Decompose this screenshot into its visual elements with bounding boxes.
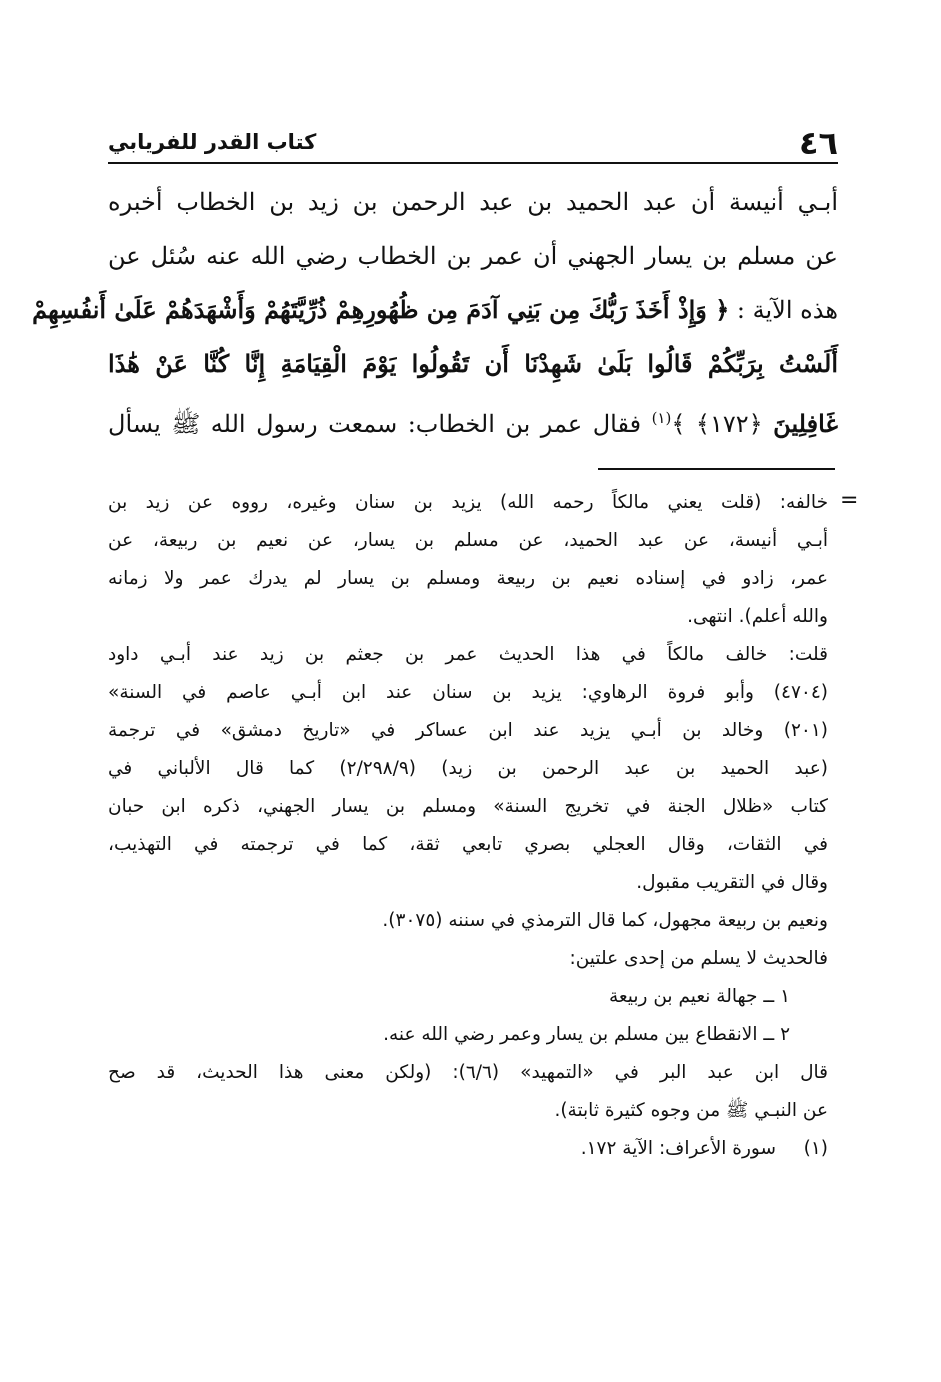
quran-verse-line: أَلَسْتُ بِرَبِّكُمْ قَالُوا بَلَىٰ شَهِدْنَا أَن تَقُولُوا يَوْمَ الْقِيَامَةِ إِنَّا كُنَّا عَنْ هَٰذَا [108,349,838,378]
verse-intro: هذه الآية : [736,296,838,324]
main-line: عن مسلم بن يسار الجهني أن عمر بن الخطاب رضي الله عنه سُئل عن [108,242,838,270]
note-line: والله أعلم). انتهى. [687,606,828,627]
main-line-verse-start [32,283,838,337]
quran-verse: ﴿ وَإِذْ أَخَذَ رَبُّكَ مِن بَنِي آدَمَ مِن ظُهُورِهِمْ ذُرِّيَّتَهُمْ وَأَشْهَدَهُمْ عَلَىٰ أَنفُسِهِمْ [32,295,730,324]
main-line-verse-end [108,391,838,445]
quran-verse-end: غَافِلِينَ [773,409,838,438]
note-line: ونعيم بن ربيعة مجهول، كما قال الترمذي في سننه (٣٠٧٥). [382,910,828,931]
footnotes-section [108,484,828,1168]
note-line: قال ابن عبد البر في «التمهيد» (٦/٦): (ولكن معنى هذا الحديث، قد صح [108,1062,829,1083]
note-line: عن النبـي ﷺ من وجوه كثيرة ثابتة). [554,1100,828,1121]
note-line: (عبد الحميد بن عبد الرحمن بن زيد) (٢/٢٩٨/٩) كما قال الألباني في [108,758,828,779]
main-line: أبـي أنيسة أن عبد الحميد بن عبد الرحمن بن زيد بن الخطاب أخبره [108,188,838,216]
continuation-mark: = [840,488,859,513]
note-line: قلت: خالف مالكاً في هذا الحديث عمر بن جعثم بن زيد عند أبـي داود [108,644,828,665]
note-line: فالحديث لا يسلم من إحدى علتين: [569,948,828,969]
note-line: في الثقات، وقال العجلي بصري تابعي ثقة، كما في ترجمته في التهذيب، [108,834,828,855]
footnote-mark: (١) [803,1138,828,1159]
note-line: أبـي أنيسة، عن عبد الحميد، عن مسلم بن يسار، عن نعيم بن ربيعة، عن [108,530,828,551]
footnote-divider [598,468,835,470]
note-line: وقال في التقريب مقبول. [636,872,828,893]
header-divider [108,162,838,164]
note-line: كتاب «ظلال الجنة في تخريج السنة» ومسلم بن يسار الجهني، ذكره ابن حبان [108,796,828,817]
verse-number-marker: ﴿١٧٢﴾ ﴾ [671,410,763,438]
main-text [32,175,838,445]
page-header [108,118,838,164]
note-line: (٢٠١) وخالد بن أبـي يزيد عند ابن عساكر في «تاريخ دمشق» في ترجمة [108,720,828,741]
book-title: كتاب القدر للفريابي [108,130,317,154]
footnote [108,1130,828,1168]
note-line: خالفه: (قلت يعني مالكاً رحمه الله) يزيد بن سنان وغيره، رووه عن زيد بن [108,492,828,513]
page-number: ٤٦ [798,124,838,162]
footnote-reference: (١) [651,409,672,427]
footnote-text: سورة الأعراف: الآية ١٧٢. [580,1138,776,1159]
note-list-item: ١ ــ جهالة نعيم بن ربيعة [608,986,790,1007]
main-line-rest: فقال عمر بن الخطاب: سمعت رسول الله ﷺ يسأل [108,410,642,438]
note-line: (٤٧٠٤) وأبو فروة الرهاوي: يزيد بن سنان عند ابن أبـي عاصم في السنة» [108,682,828,703]
note-list-item: ٢ ــ الانقطاع بين مسلم بن يسار وعمر رضي الله عنه. [383,1024,790,1045]
note-line: عمر، زادو في إسناده نعيم بن ربيعة ومسلم بن يسار لم يدرك عمر ولا زمانه [108,568,828,589]
